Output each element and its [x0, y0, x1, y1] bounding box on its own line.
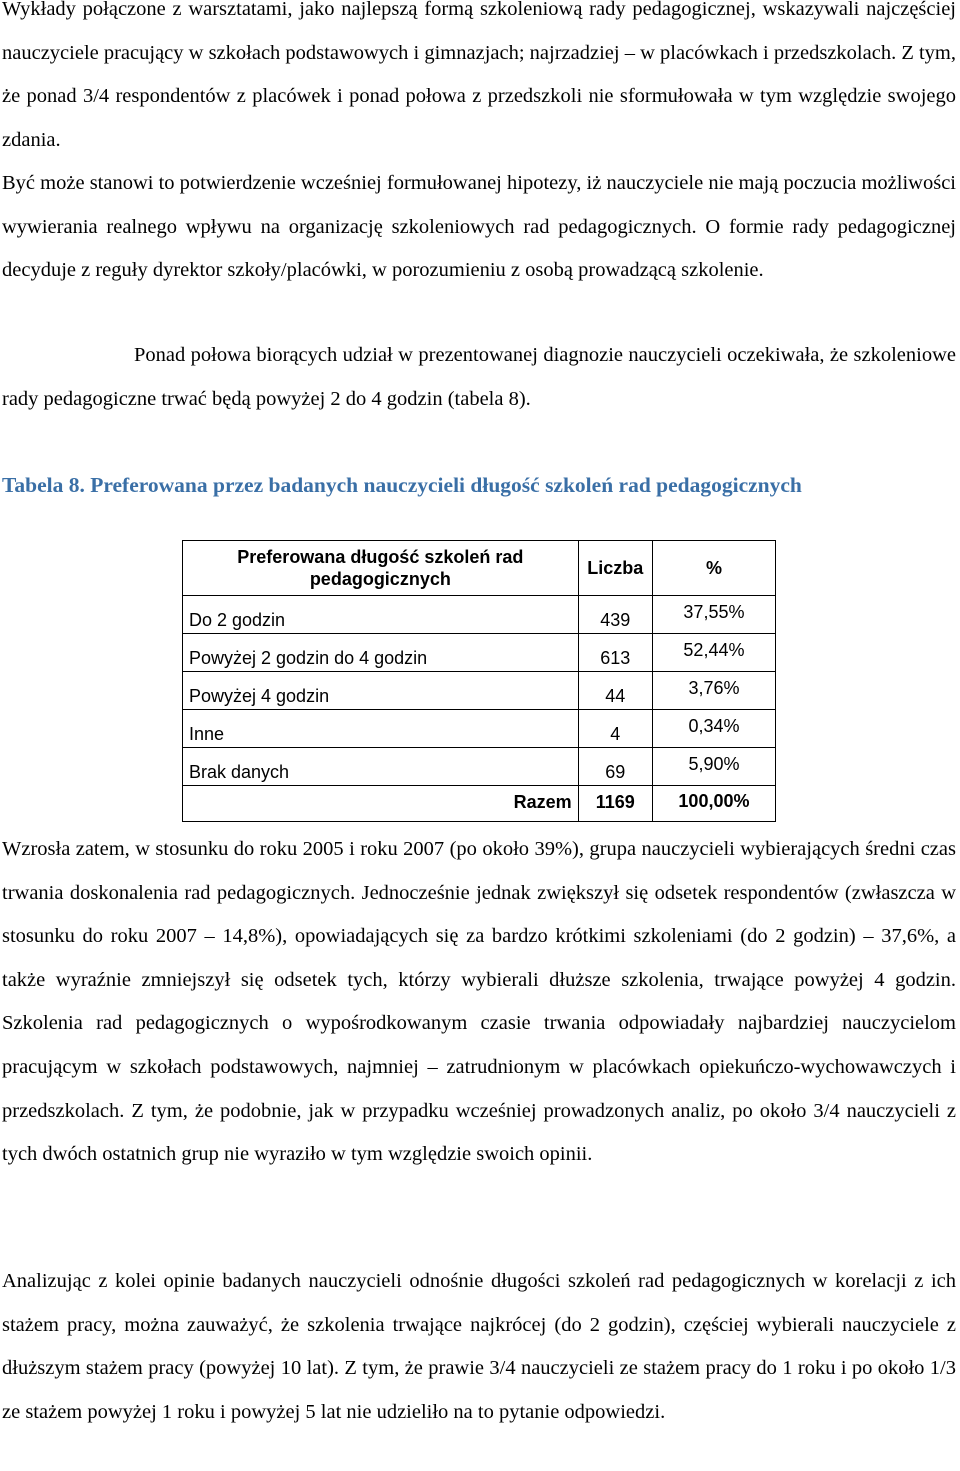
row-label: Powyżej 4 godzin	[183, 672, 579, 710]
row-count: 69	[578, 748, 652, 786]
header-duration: Preferowana długość szkoleń rad pedagogicznych	[183, 541, 579, 596]
preferred-duration-table	[182, 540, 776, 822]
total-count: 1169	[578, 786, 652, 822]
total-label: Razem	[183, 786, 579, 822]
table-caption: Tabela 8. Preferowana przez badanych nauczycieli długość szkoleń rad pedagogicznych	[2, 473, 802, 497]
paragraph-5: Analizując z kolei opinie badanych nauczycieli odnośnie długości szkoleń rad pedagogicznych w korelacji z ich stażem pracy, można zauważyć, że szkolenia trwające najkrócej (do 2 godzin), częściej wybierali nauczyciele z dłuższym stażem pracy (powyżej 10 lat). Z tym, że prawie 3/4 nauczycieli ze stażem pracy do 1 roku i po około 1/3 ze stażem powyżej 1 roku i powyżej 5 lat nie udzieliło na to pytanie odpowiedzi.	[2, 1270, 956, 1423]
row-percent: 5,90%	[652, 748, 775, 786]
table-row	[183, 748, 776, 786]
row-label: Do 2 godzin	[183, 596, 579, 634]
row-count: 44	[578, 672, 652, 710]
row-count: 4	[578, 710, 652, 748]
row-count: 613	[578, 634, 652, 672]
table-row	[183, 634, 776, 672]
row-percent: 0,34%	[652, 710, 775, 748]
row-label: Inne	[183, 710, 579, 748]
table-header-row	[183, 541, 776, 596]
header-percent: %	[652, 541, 775, 596]
paragraph-3: Ponad połowa biorących udział w prezentowanej diagnozie nauczycieli oczekiwała, że szkoleniowe rady pedagogiczne trwać będą powyżej 2 do 4 godzin (tabela 8).	[2, 344, 956, 410]
table-total-row	[183, 786, 776, 822]
header-count: Liczba	[578, 541, 652, 596]
table-row	[183, 596, 776, 634]
row-percent: 52,44%	[652, 634, 775, 672]
row-percent: 3,76%	[652, 672, 775, 710]
paragraph-2: Być może stanowi to potwierdzenie wcześniej formułowanej hipotezy, iż nauczyciele nie mają poczucia możliwości wywierania realnego wpływu na organizację szkoleniowych rad pedagogicznych. O formie rady pedagogicznej decyduje z reguły dyrektor szkoły/placówki, w porozumieniu z osobą prowadzącą szkolenie.	[2, 172, 956, 282]
row-label: Brak danych	[183, 748, 579, 786]
total-percent: 100,00%	[652, 786, 775, 822]
row-label: Powyżej 2 godzin do 4 godzin	[183, 634, 579, 672]
paragraph-1: Wykłady połączone z warsztatami, jako najlepszą formą szkoleniową rady pedagogicznej, wskazywali najczęściej nauczyciele pracujący w szkołach podstawowych i gimnazjach; najrzadziej – w placówkach i przedszkolach. Z tym, że ponad 3/4 respondentów z placówek i ponad połowa z przedszkoli nie sformułowała w tym względzie swojego zdania.	[2, 0, 956, 151]
row-count: 439	[578, 596, 652, 634]
row-percent: 37,55%	[652, 596, 775, 634]
table-row	[183, 710, 776, 748]
paragraph-4: Wzrosła zatem, w stosunku do roku 2005 i roku 2007 (po około 39%), grupa nauczycieli wybierających średni czas trwania doskonalenia rad pedagogicznych. Jednocześnie jednak zwiększył się odsetek respondentów (zwłaszcza w stosunku do roku 2007 – 14,8%), opowiadających się za bardzo krótkimi szkoleniami (do 2 godzin) – 37,6%, a także wyraźnie zmniejszył się odsetek tych, którzy wybierali dłuższe szkolenia, trwające powyżej 4 godzin. Szkolenia rad pedagogicznych o wypośrodkowanym czasie trwania odpowiadały najbardziej nauczycielom pracującym w szkołach podstawowych, najmniej – zatrudnionym w placówkach opiekuńczo-wychowawczych i przedszkolach. Z tym, że podobnie, jak w przypadku wcześniej prowadzonych analiz, po około 3/4 nauczycieli z tych dwóch ostatnich grup nie wyraziło w tym względzie swoich opinii.	[2, 838, 956, 1166]
table-row	[183, 672, 776, 710]
